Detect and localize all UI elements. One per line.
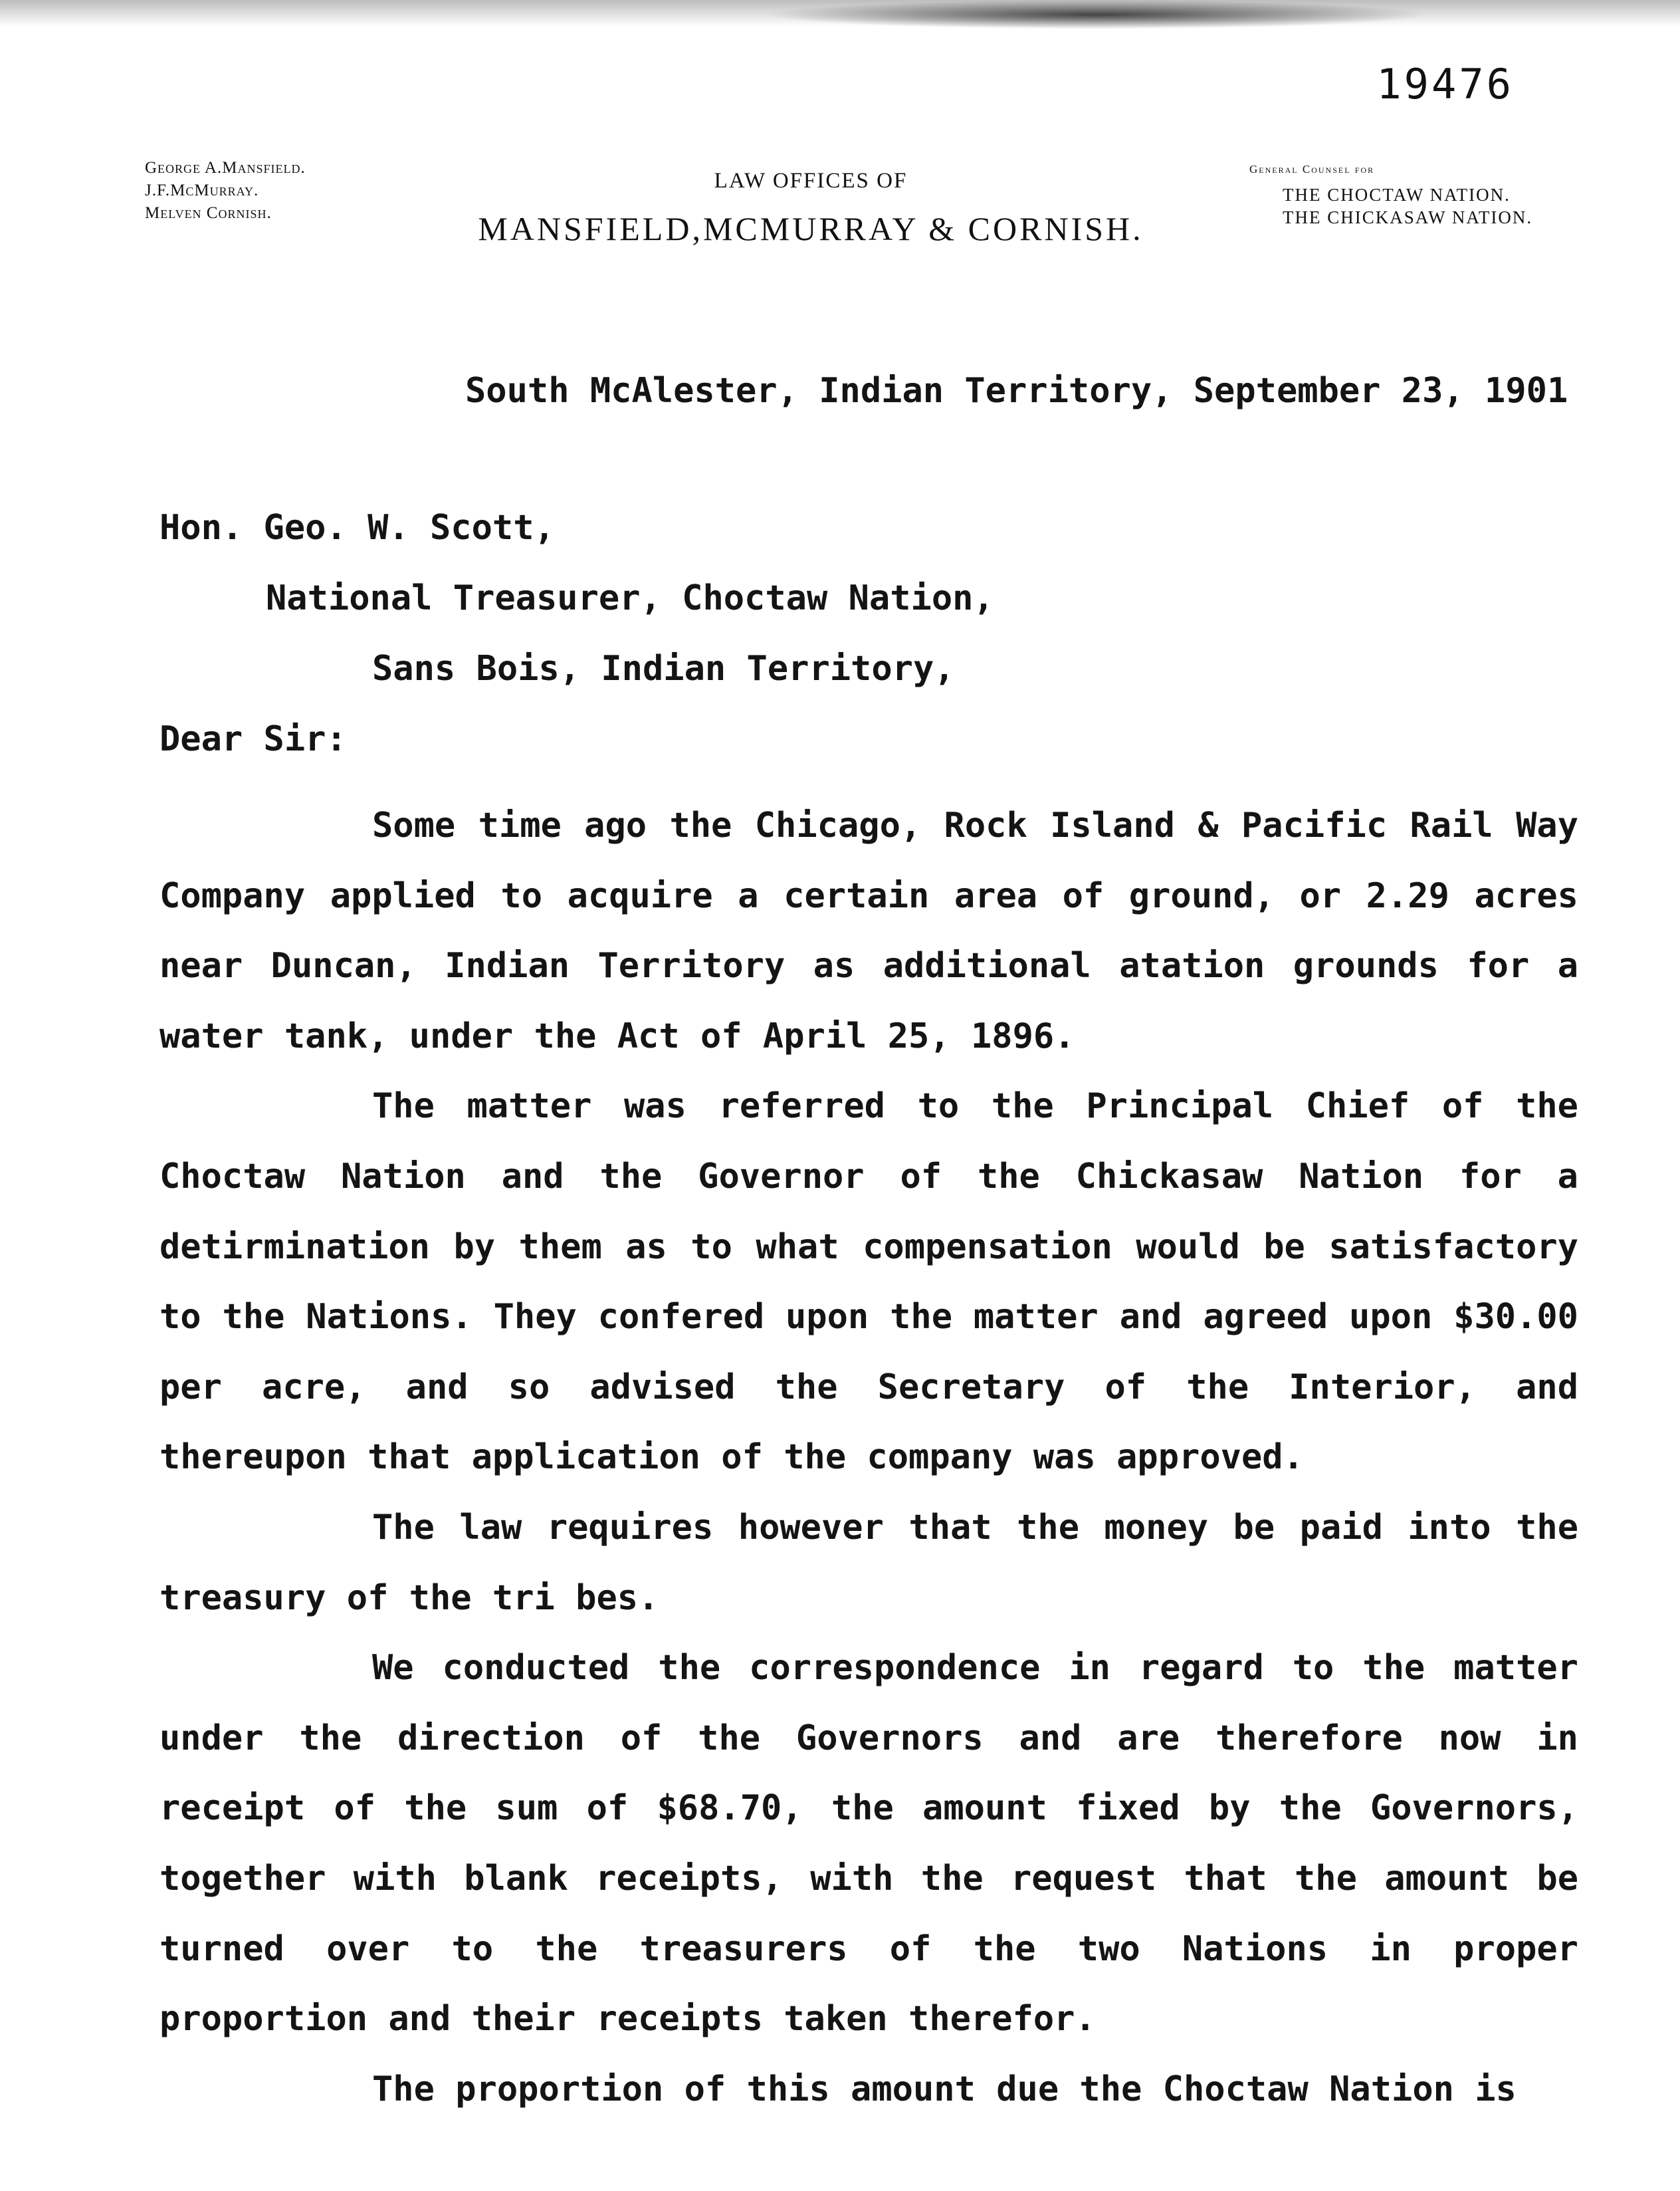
firm-name: MANSFIELD,MCMURRAY & CORNISH. xyxy=(478,210,1144,247)
recipient-title: National Treasurer, Choctaw Nation, xyxy=(266,578,994,618)
partner-name: George A.Mansfield. xyxy=(145,159,306,177)
partner-name: Melven Cornish. xyxy=(145,204,272,222)
body-paragraph: The proportion of this amount due the Choctaw Nation is xyxy=(372,2069,1517,2109)
salutation: Dear Sir: xyxy=(159,719,347,759)
counsel-nation: THE CHOCTAW NATION. xyxy=(1283,185,1511,205)
recipient-name: Hon. Geo. W. Scott, xyxy=(159,508,555,548)
letterhead-firm xyxy=(412,169,1209,248)
body-paragraph: Some time ago the Chicago, Rock Island & Pacific Rail Way Company applied to acquire a certain area of ground, or 2.29 acres near Duncan, Indian Territory as additional atation grounds for a water tank, under the Act of April 25, 1896. xyxy=(159,806,1578,1056)
body-paragraph: The law requires however that the money be paid into the treasury of the tri bes. xyxy=(159,1507,1578,1618)
letterhead-counsel xyxy=(1249,158,1532,229)
counsel-nation: THE CHICKASAW NATION. xyxy=(1283,207,1533,227)
partner-name: J.F.McMurray. xyxy=(145,181,259,199)
date-line: South McAlester, Indian Territory, September 23, 1901 xyxy=(465,371,1568,411)
body-paragraph: We conducted the correspondence in regard to the matter under the direction of the Governors and are therefore now in receipt of the sum of $68.70, the amount fixed by the Governors, together with blank receipts, with the request that the amount be turned over to the treasurers of the two Nations in proper proportion and their receipts taken therefor. xyxy=(159,1648,1578,2039)
counsel-label: General Counsel for xyxy=(1249,163,1375,175)
document-number: 19476 xyxy=(1376,60,1514,108)
body-paragraph: The matter was referred to the Principal Chief of the Choctaw Nation and the Governor of the Chickasaw Nation for a detirmination by them as to what compensation would be satisfactory to the Nations. They confered upon the matter and agreed upon $30.00 per acre, and so advised the Secretary of the Interior, and thereupon that application of the company was approved. xyxy=(159,1086,1578,1478)
ink-smudge xyxy=(764,0,1429,29)
letterhead-partners xyxy=(145,157,306,225)
recipient-location: Sans Bois, Indian Territory, xyxy=(372,649,955,689)
law-offices-label: LAW OFFICES OF xyxy=(714,169,908,193)
letter-body xyxy=(159,791,1578,2125)
